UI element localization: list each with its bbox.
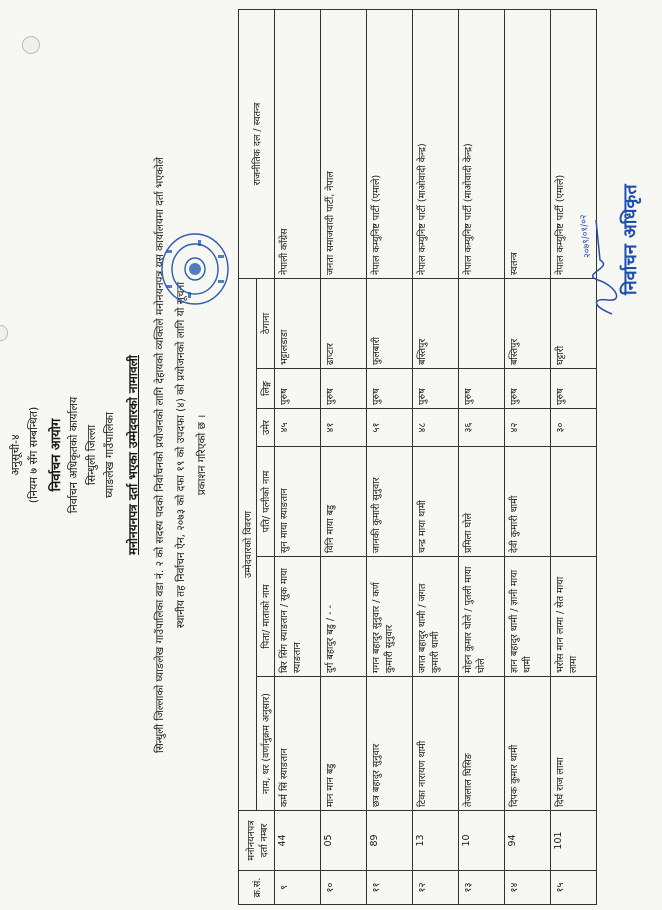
row-age: ५१ [367,409,413,447]
candidates-table [238,9,597,905]
row-reg-no: 44 [275,811,321,871]
row-age: ३० [551,409,597,447]
col-candidate-details: उम्मेदवारको विवरण [239,279,257,811]
col-parents: पिता/ माताको नाम [257,557,275,677]
row-name: दिपक कुमार थामी [505,677,551,811]
row-address: ढाप्टार [321,279,367,369]
intro-line-2: स्थानीय तह निर्वाचन ऐन, २०७३ को दफा १९ को उपदफा (४) को प्रयोजनको लागि यो सूचना [175,281,187,629]
row-age: ४५ [275,409,321,447]
table-row [551,10,597,905]
table-header-row [239,10,257,905]
row-parents: दुर्ग बहादुर बडु / - - [321,557,367,677]
annex-label: अनुसूची-४ [9,434,22,476]
table-row [505,10,551,905]
row-party: नेपाल कम्युनिष्ट पार्टी (एमाले) [551,10,597,279]
row-gender: पुरुष [275,369,321,409]
table-row [321,10,367,905]
row-name: कर्म सिं स्याङतान [275,677,321,811]
row-address: बस्तिपुर [505,279,551,369]
rule-label: (नियम ७ सँग सम्बन्धित) [27,406,40,504]
row-sn: ९ [275,871,321,905]
row-name: टिका नारायण थामी [413,677,459,811]
col-address: ठेगाना [257,279,275,369]
row-reg-no: 05 [321,811,367,871]
row-party: नेपाल कम्युनिष्ट पार्टी (एमाले) [367,10,413,279]
row-sn: १३ [459,871,505,905]
row-parents: गगन बहादुर सुनुवार / कर्ण कुमारी सुनुवार [367,557,413,677]
row-name: मान मान बडु [321,677,367,811]
row-reg-no: 13 [413,811,459,871]
row-spouse: चन्द्र माया थामी [413,447,459,557]
intro-line-1: सिन्धुली जिल्लाको घ्याङलेख गाउँपालिका वडा नं. २ को सदस्य पदको निर्वाचनको प्रयोजनको लागि देहायको व्यक्तिले मनोनयनपत्र यस कार्यालयमा दर्ता भएकोले [154,156,166,754]
row-name: दिर्घ राज लामा [551,677,597,811]
row-spouse: जानकी कुमारी सुनुवार [367,447,413,557]
row-spouse: देवी कुमारी थामी [505,447,551,557]
intro-line-3: प्रकाशन गरिएको छ । [196,414,208,496]
col-age: उमेर [257,409,275,447]
row-sn: १० [321,871,367,905]
col-gender: लिङ्ग [257,369,275,409]
table-row [275,10,321,905]
row-spouse: विनि माया बडु [321,447,367,557]
row-parents: ज्ञान बहादुर थामी / ज्ञानी माया थामी [505,557,551,677]
col-sn: क्र.सं. [239,871,275,905]
row-party: स्वतन्त्र [505,10,551,279]
table-row [367,10,413,905]
commission-title: निर्वाचन आयोग [49,418,64,492]
row-parents: बिर सिंग स्याङतान / सुक माया स्याङतान [275,557,321,677]
col-spouse: पति/ पत्नीको नाम [257,447,275,557]
signature [586,210,622,320]
row-age: ४१ [321,409,367,447]
row-age: ४२ [505,409,551,447]
office-name: निर्वाचन अधिकृतको कार्यालय [67,396,80,514]
col-reg-no: मनोनयनपत्र दर्ता नम्बर [239,811,275,871]
row-gender: पुरुष [551,369,597,409]
table-row [459,10,505,905]
row-sn: १४ [505,871,551,905]
row-sn: १५ [551,871,597,905]
row-party: नेपाली काँग्रेस [275,10,321,279]
row-party: नेपाल कम्युनिष्ट पार्टी (माओवादी केन्द्र) [459,10,505,279]
row-gender: पुरुष [413,369,459,409]
row-reg-no: 101 [551,811,597,871]
row-reg-no: 89 [367,811,413,871]
row-spouse: सुन माया स्याङतान [275,447,321,557]
row-address: फुलबारी [367,279,413,369]
municipality-name: घ्याङलेख गाउँपालिका [103,412,116,498]
row-age: ४८ [413,409,459,447]
row-party: नेपाल कम्युनिष्ट पार्टी (माओवादी केन्द्र) [413,10,459,279]
row-gender: पुरुष [505,369,551,409]
col-name: नाम, थर (वर्णानुक्रम अनुसार) [257,677,275,811]
table-row [413,10,459,905]
office-seal-stamp [158,230,232,308]
row-parents: मोहन कुमार घोले / पुतली माया घोले [459,557,505,677]
row-gender: पुरुष [459,369,505,409]
row-name: तेजलाल घिसिङ [459,677,505,811]
row-party: जनता समाजवादी पार्टी, नेपाल [321,10,367,279]
row-age: ३६ [459,409,505,447]
row-address: बस्तिपुर [413,279,459,369]
row-sn: १२ [413,871,459,905]
authority-title: निर्वाचन अधिकृत [620,184,641,295]
row-address: घट्टारी [551,279,597,369]
row-parents: जगत बहादुर थामी / जगत कुमारी थामी [413,557,459,677]
row-sn: ११ [367,871,413,905]
intro-paragraph [150,60,213,850]
document-title: मनोनयनपत्र दर्ता भएका उम्मेदवारको नामावली [126,355,140,555]
col-party: राजनीतिक दल / स्वतन्त्र [239,10,275,279]
row-reg-no: 10 [459,811,505,871]
district-name: सिन्धुली जिल्ला [85,424,98,486]
row-address: भट्टालडाडा [275,279,321,369]
row-gender: पुरुष [321,369,367,409]
row-spouse: प्रमिला घोले [459,447,505,557]
row-address [459,279,505,369]
row-spouse [551,447,597,557]
row-name: छत्र बहादुर सुनुवार [367,677,413,811]
row-gender: पुरुष [367,369,413,409]
row-parents: भरोस मान लामा / सेत माया लामा [551,557,597,677]
row-reg-no: 94 [505,811,551,871]
signature-date: २०७९/०१/०२ [578,213,594,259]
